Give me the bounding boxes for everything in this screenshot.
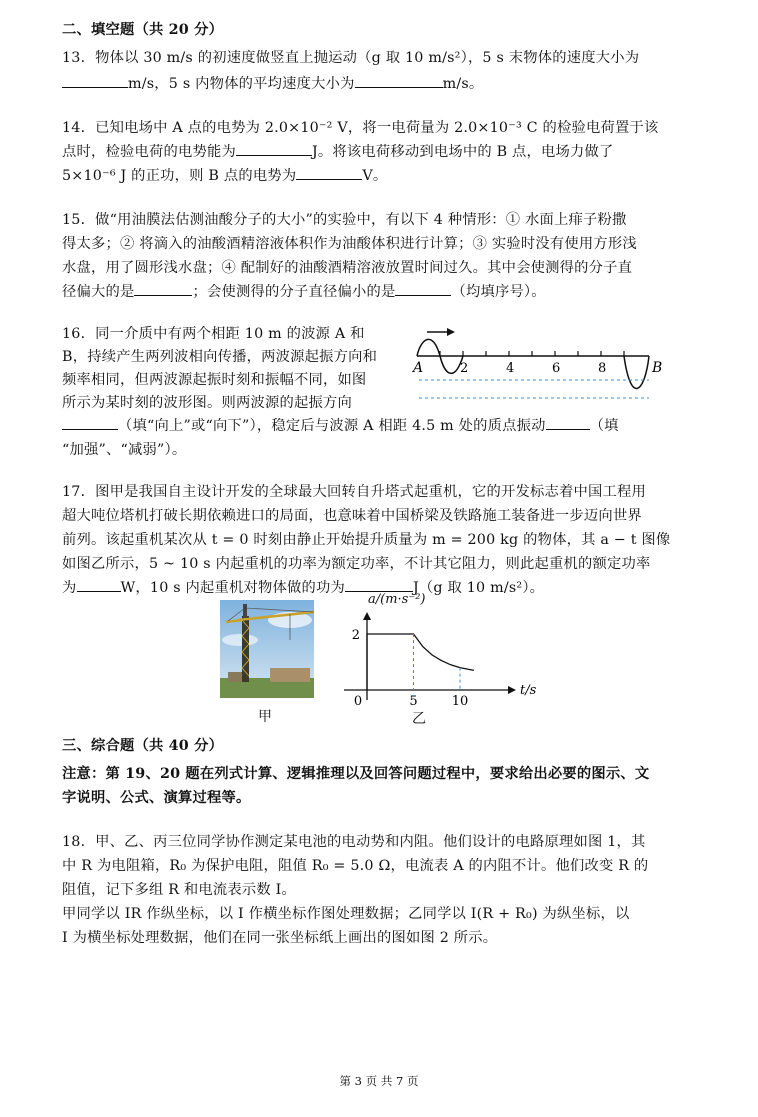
label-a: A — [413, 360, 424, 376]
x-tick-label: 5 — [409, 694, 418, 709]
q13-line1: 13．物体以 30 m/s 的初速度做竖直上抛运动（g 取 10 m/s²），5 s 末物体的速度大小为 — [62, 50, 640, 66]
q16-line5: （填“向上”或“向下”），稳定后与波源 A 相距 4.5 m 处的质点振动 （填 — [62, 416, 619, 436]
q18-line1: 18．甲、乙、丙三位同学协作测定某电池的电动势和内阻。他们设计的电路原理如图 1，其 — [62, 834, 646, 850]
label-b: B — [652, 360, 663, 376]
q18-line3: 阻值，记下多组 R 和电流表示数 I。 — [62, 882, 297, 898]
q15-line4: 径偏大的是 ；会使测得的分子直径偏小的是 （均填序号）。 — [62, 284, 546, 300]
q17-line4: 如图乙所示，5 ~ 10 s 内起重机的功率为额定功率，不计其它阻力，则此起重机的额定功率 — [62, 556, 651, 572]
answer-blank[interactable] — [546, 416, 590, 430]
y-axis-arrow — [363, 612, 371, 620]
answer-blank[interactable] — [134, 282, 192, 296]
q15-line3: 水盘，用了圆形浅水盘；④ 配制好的油酸酒精溶液放置时间过久。其中会使测得的分子直 — [62, 260, 633, 276]
q14-line2: 点时，检验电荷的电势能为 J。将该电荷移动到电场中的 B 点，电场力做了 — [62, 144, 614, 160]
y-tick-label: 2 — [351, 628, 360, 643]
q16-line1: 16．同一介质中有两个相距 10 m 的波源 A 和 — [62, 326, 365, 342]
q15-line1: 15．做“用油膜法估测油酸分子的大小”的实验中，有以下 4 种情形：① 水面上痱子粉撒 — [62, 212, 627, 228]
answer-blank[interactable] — [345, 578, 413, 592]
q13-line2: m/s，5 s 内物体的平均速度大小为 m/s。 — [62, 74, 483, 94]
answer-blank[interactable] — [296, 166, 362, 180]
q17-line2: 超大吨位塔机打破长期依赖进口的局面，也意味着中国桥梁及铁路施工装备进一步迈向世界 — [62, 508, 642, 524]
q17-line5: 为 W，10 s 内起重机对物体做的功为 J（g 取 10 m/s²）。 — [62, 580, 545, 596]
q15-line2: 得太多；② 将滴入的油酸酒精溶液体积作为油酸体积进行计算；③ 实验时没有使用方形浅 — [62, 236, 637, 252]
tick-label: 4 — [506, 361, 515, 376]
page-number: 第 3 页 共 7 页 — [339, 1074, 419, 1088]
wave-figure — [405, 320, 675, 410]
q16-line6: “加强”、“减弱”）。 — [62, 442, 187, 458]
section-title-fill-in: 二、填空题（共 20 分） — [62, 22, 224, 38]
q17-line1: 17．图甲是我国自主设计开发的全球最大回转自升塔式起重机，它的开发标志着中国工程用 — [62, 484, 646, 500]
answer-blank[interactable] — [77, 578, 121, 592]
q16-line4: 所示为某时刻的波形图。则两波源的起振方向 — [62, 395, 352, 411]
tick-label: 8 — [598, 361, 607, 376]
q18-line4: 甲同学以 IR 作纵坐标，以 I 作横坐标作图处理数据；乙同学以 I(R + R₀) 为纵坐标，以 — [62, 906, 630, 922]
x-axis-arrow — [508, 686, 516, 694]
arrow-head — [447, 328, 455, 336]
answer-blank[interactable] — [236, 142, 312, 156]
caption-jia: 甲 — [258, 709, 272, 725]
section-title-comprehensive: 三、综合题（共 40 分） — [62, 738, 224, 754]
q16-line2: B，持续产生两列波相向传播，两波源起振方向和 — [62, 349, 378, 365]
crane-illustration — [220, 600, 314, 698]
q18-line5: I 为横坐标处理数据，他们在同一张坐标纸上画出的图如图 2 所示。 — [62, 930, 498, 946]
q14-line3: 5×10⁻⁶ J 的正功，则 B 点的电势为 V。 — [62, 168, 388, 184]
y-axis-label: a/(m·s⁻²) — [368, 592, 426, 607]
a-t-curve — [367, 634, 474, 690]
a-t-chart — [330, 610, 537, 710]
q17-line3: 前列。该起重机某次从 t = 0 时刻由静止开始提升质量为 m = 200 kg 的物体，其 a − t 图像 — [62, 532, 671, 548]
answer-blank[interactable] — [62, 74, 128, 88]
x-tick-label: 10 — [451, 694, 469, 709]
caption-yi: 乙 — [412, 711, 426, 727]
tick-label: 2 — [460, 361, 469, 376]
wave-b — [624, 356, 649, 388]
note-line1: 注意：第 19、20 题在列式计算、逻辑推理以及回答问题过程中，要求给出必要的图示、文 — [62, 766, 650, 782]
q18-line2: 中 R 为电阻箱，R₀ 为保护电阻，阻值 R₀ = 5.0 Ω，电流表 A 的内阻不计。他们改变 R 的 — [62, 858, 649, 874]
answer-blank[interactable] — [395, 282, 451, 296]
x-axis-label: t/s — [520, 683, 537, 698]
crane-photo — [220, 600, 314, 698]
tick-label: 6 — [552, 361, 561, 376]
x-tick-label: 0 — [353, 694, 363, 709]
answer-blank[interactable] — [355, 74, 443, 88]
q16-line3: 频率相同，但两波源起振时刻和振幅不同，如图 — [62, 372, 367, 388]
answer-blank[interactable] — [62, 416, 118, 430]
note-line2: 字说明、公式、演算过程等。 — [62, 790, 251, 806]
q14-line1: 14．已知电场中 A 点的电势为 2.0×10⁻² V，将一电荷量为 2.0×10⁻³ C 的检验电荷置于该 — [62, 120, 659, 136]
